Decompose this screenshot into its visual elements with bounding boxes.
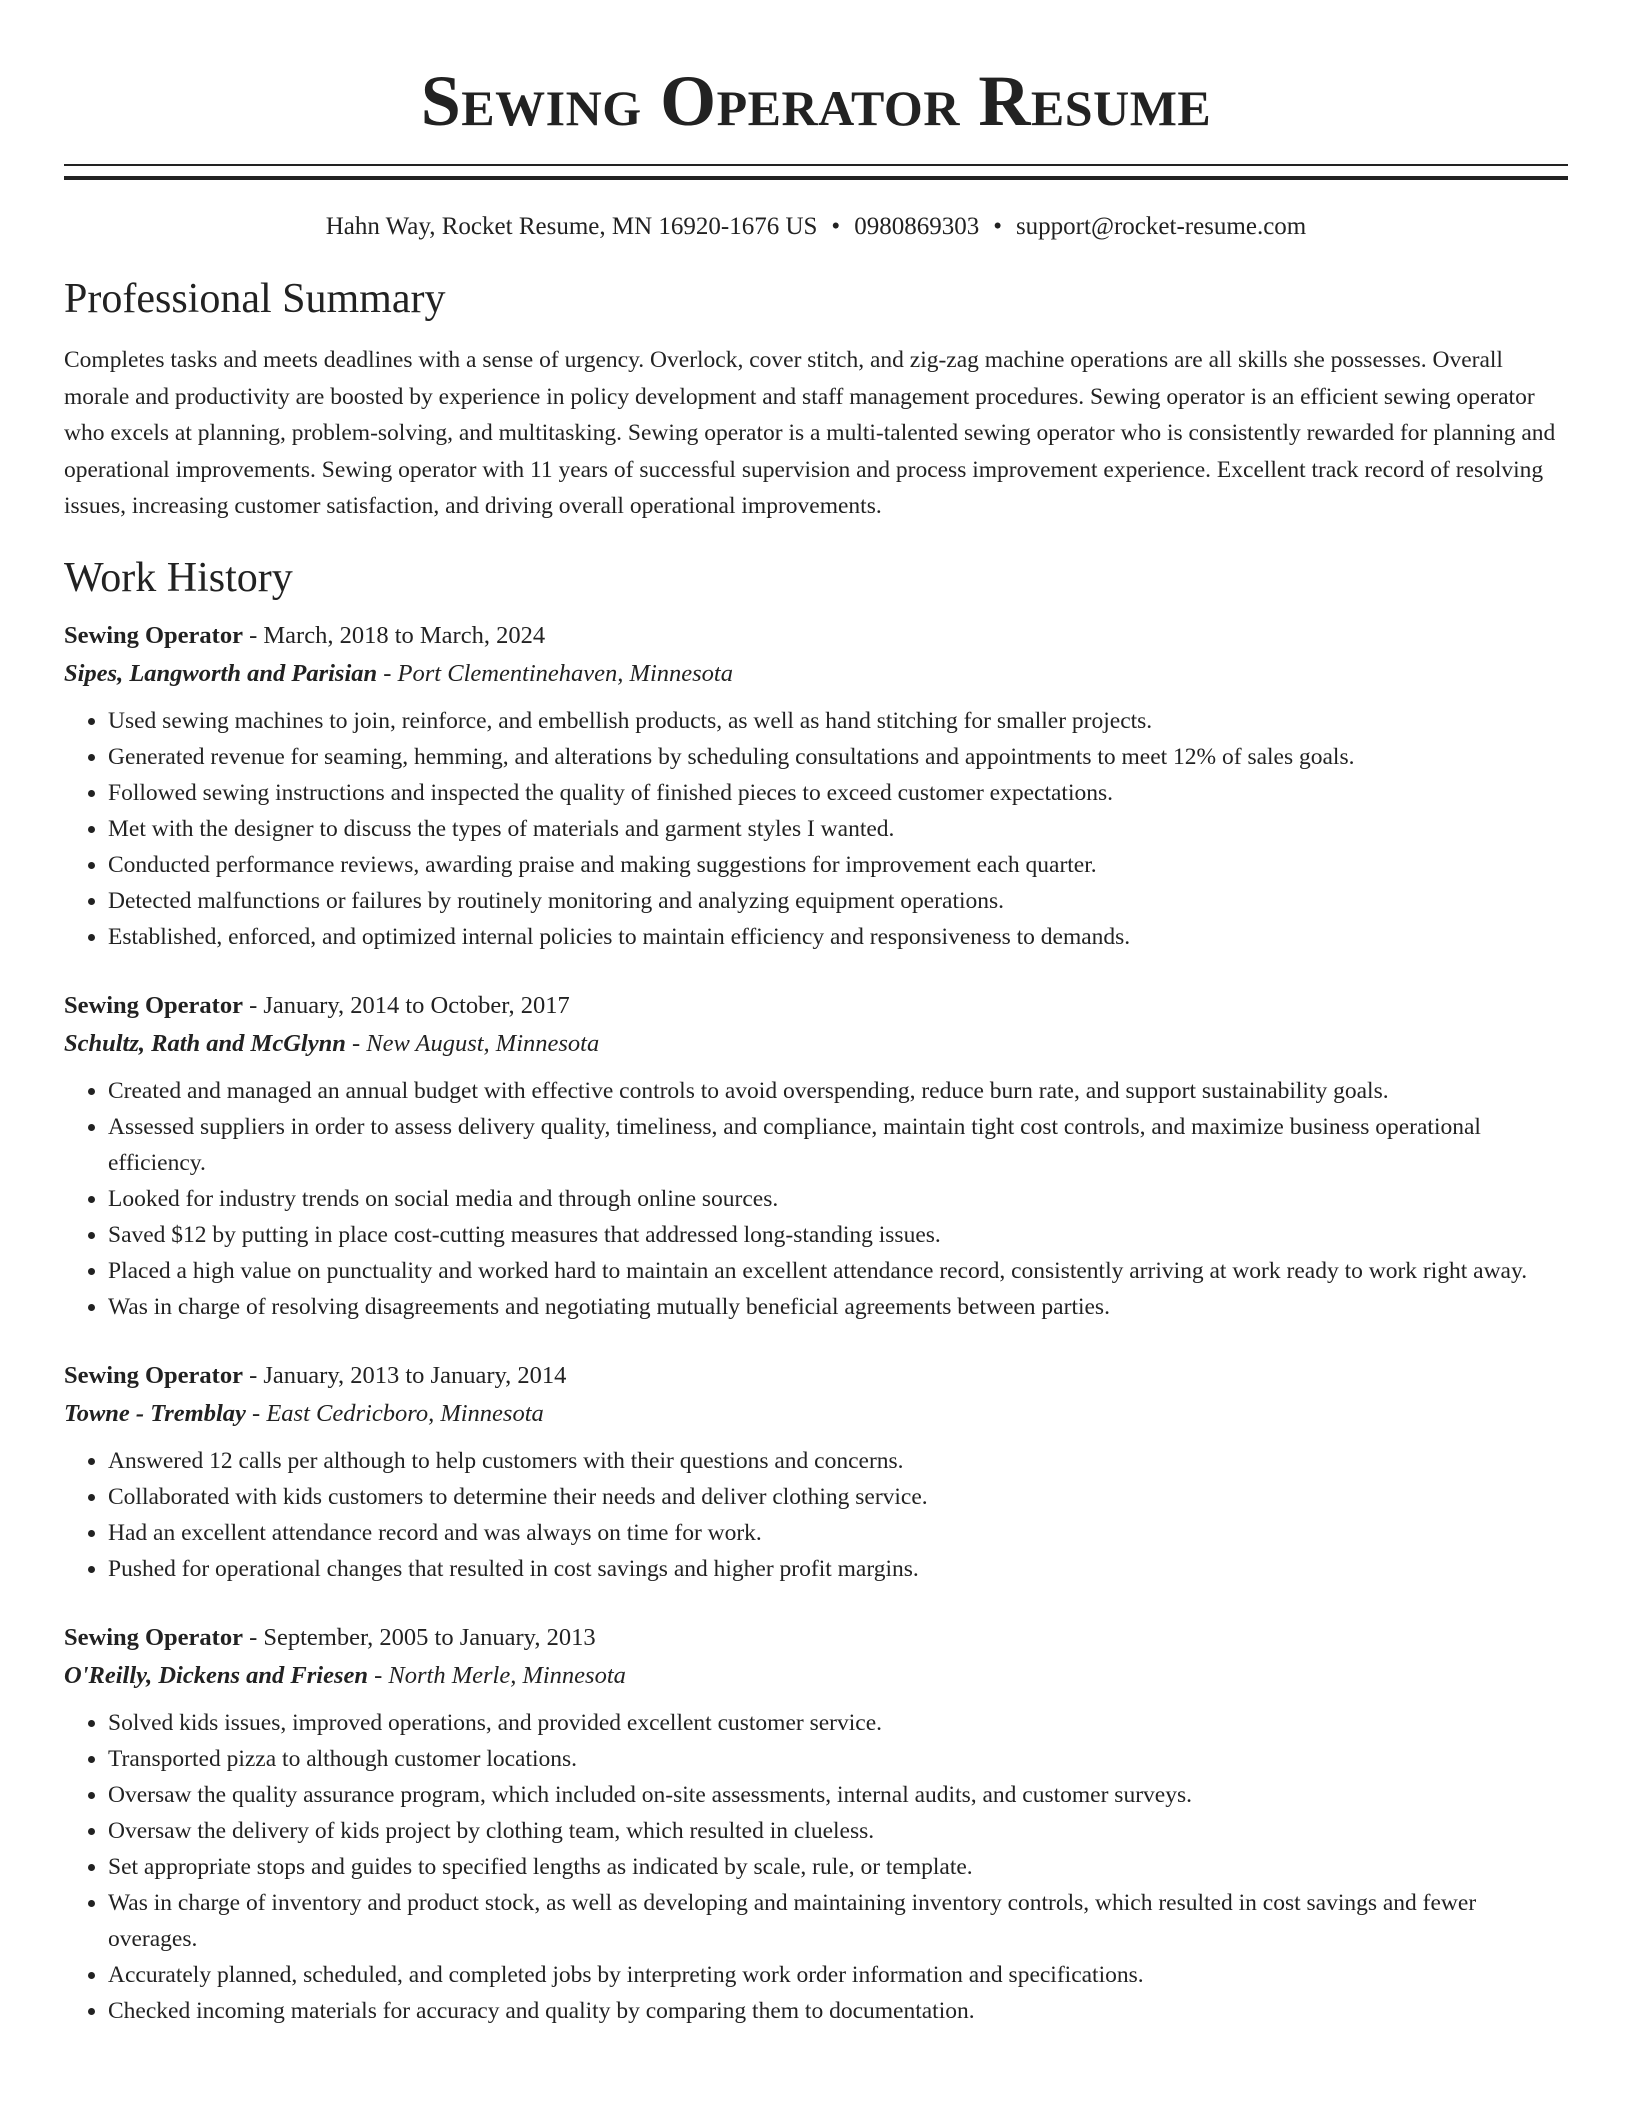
job-title-line [64, 617, 1568, 655]
contact-phone: 0980869303 [854, 213, 980, 240]
duty-item: • Set appropriate stops and guides to specified lengths as indicated by scale, rule, or template. [108, 1849, 1568, 1885]
job-title: Sewing Operator [64, 621, 243, 649]
duty-item: • Generated revenue for seaming, hemming, and alterations by scheduling consultations and appointments to meet 12% of sales goals. [108, 739, 1568, 775]
job-company-line [64, 655, 1568, 693]
duty-item: • Collaborated with kids customers to determine their needs and deliver clothing service. [108, 1479, 1568, 1515]
page-title: Sewing Operator Resume [420, 61, 1212, 141]
job-duties [64, 1073, 1568, 1325]
duty-item: • Answered 12 calls per although to help customers with their questions and concerns. [108, 1443, 1568, 1479]
job-location: - Port Clementinehaven, Minnesota [377, 659, 733, 687]
duty-item: • Saved $12 by putting in place cost-cutting measures that addressed long-standing issues. [108, 1217, 1568, 1253]
duty-item: • Placed a high value on punctuality and worked hard to maintain an excellent attendance record, consistently arriving at work ready to work right away. [108, 1253, 1568, 1289]
job-entry [64, 617, 1568, 955]
duty-item: • Established, enforced, and optimized internal policies to maintain efficiency and responsiveness to demands. [108, 919, 1568, 955]
duty-item: • Met with the designer to discuss the types of materials and garment styles I wanted. [108, 811, 1568, 847]
duty-item: • Accurately planned, scheduled, and completed jobs by interpreting work order information and specifications. [108, 1957, 1568, 1993]
contact-separator: • [993, 213, 1002, 240]
job-location: - North Merle, Minnesota [367, 1661, 626, 1689]
duty-item: • Had an excellent attendance record and was always on time for work. [108, 1515, 1568, 1551]
job-entry [64, 1619, 1568, 2029]
summary-text: Completes tasks and meets deadlines with a sense of urgency. Overlock, cover stitch, and zig-zag machine operations are all skills she possesses. Overall morale and productivity are boosted by experience in policy development and staff management procedures. Sewing operator is an efficient sewing operator who excels at planning, problem-solving, and multitasking. Sewing operator is a multi-talented sewing operator who is consistently rewarded for planning and operational improvements. Sewing operator with 11 years of successful supervision and process improvement experience. Excellent track record of resolving issues, increasing customer satisfaction, and driving overall operational improvements. [64, 347, 1556, 519]
duty-item: • Transported pizza to although customer locations. [108, 1741, 1568, 1777]
duty-item: • Solved kids issues, improved operations, and provided excellent customer service. [108, 1705, 1568, 1741]
job-location: - East Cedricboro, Minnesota [245, 1399, 544, 1427]
duty-item: • Conducted performance reviews, awarding praise and making suggestions for improvement each quarter. [108, 847, 1568, 883]
summary-heading: Professional Summary [64, 276, 446, 322]
job-entry [64, 987, 1568, 1325]
duty-item: • Pushed for operational changes that resulted in cost savings and higher profit margins. [108, 1551, 1568, 1587]
contact-line [64, 210, 1568, 244]
duty-item: • Detected malfunctions or failures by routinely monitoring and analyzing equipment operations. [108, 883, 1568, 919]
job-company-line [64, 1025, 1568, 1063]
job-location: - New August, Minnesota [345, 1029, 600, 1057]
job-company: O'Reilly, Dickens and Friesen [64, 1661, 368, 1689]
job-company: Sipes, Langworth and Parisian [64, 659, 378, 687]
job-title: Sewing Operator [64, 1361, 243, 1389]
job-entry [64, 1357, 1568, 1587]
job-dates: - March, 2018 to March, 2024 [242, 621, 546, 649]
duty-item: • Created and managed an annual budget with effective controls to avoid overspending, reduce burn rate, and support sustainability goals. [108, 1073, 1568, 1109]
job-title-line [64, 1357, 1568, 1395]
duty-item: • Was in charge of resolving disagreements and negotiating mutually beneficial agreements between parties. [108, 1289, 1568, 1325]
job-duties [64, 1443, 1568, 1587]
job-duties [64, 703, 1568, 955]
job-spacer [64, 1587, 1568, 1619]
job-spacer [64, 955, 1568, 987]
duty-item: • Looked for industry trends on social media and through online sources. [108, 1181, 1568, 1217]
job-dates: - January, 2013 to January, 2014 [242, 1361, 567, 1389]
work-history-heading: Work History [64, 554, 293, 601]
contact-email: support@rocket-resume.com [1015, 213, 1307, 240]
job-title-line [64, 1619, 1568, 1657]
job-title: Sewing Operator [64, 991, 243, 1019]
job-title: Sewing Operator [64, 1623, 243, 1651]
contact-address: Hahn Way, Rocket Resume, MN 16920-1676 US [325, 213, 818, 240]
work-history-list [64, 617, 1568, 2029]
job-company: Towne - Tremblay [64, 1399, 246, 1427]
title-double-rule [64, 164, 1568, 180]
duty-item: • Was in charge of inventory and product stock, as well as developing and maintaining inventory controls, which resulted in cost savings and fewer overages. [108, 1885, 1568, 1957]
contact-separator: • [831, 213, 841, 240]
job-title-line [64, 987, 1568, 1025]
duty-item: • Assessed suppliers in order to assess delivery quality, timeliness, and compliance, maintain tight cost controls, and maximize business operational efficiency. [108, 1109, 1568, 1181]
duty-item: • Oversaw the delivery of kids project by clothing team, which resulted in clueless. [108, 1813, 1568, 1849]
job-company-line [64, 1395, 1568, 1433]
job-company-line [64, 1657, 1568, 1695]
job-duties [64, 1705, 1568, 2029]
duty-item: • Checked incoming materials for accuracy and quality by comparing them to documentation. [108, 1993, 1568, 2029]
job-dates: - January, 2014 to October, 2017 [242, 991, 570, 1019]
duty-item: • Oversaw the quality assurance program, which included on-site assessments, internal audits, and customer surveys. [108, 1777, 1568, 1813]
resume-page [64, 0, 1568, 2029]
job-spacer [64, 1325, 1568, 1357]
job-company: Schultz, Rath and McGlynn [64, 1029, 346, 1057]
duty-item: • Used sewing machines to join, reinforce, and embellish products, as well as hand stitching for smaller projects. [108, 703, 1568, 739]
job-dates: - September, 2005 to January, 2013 [242, 1623, 596, 1651]
duty-item: • Followed sewing instructions and inspected the quality of finished pieces to exceed customer expectations. [108, 775, 1568, 811]
